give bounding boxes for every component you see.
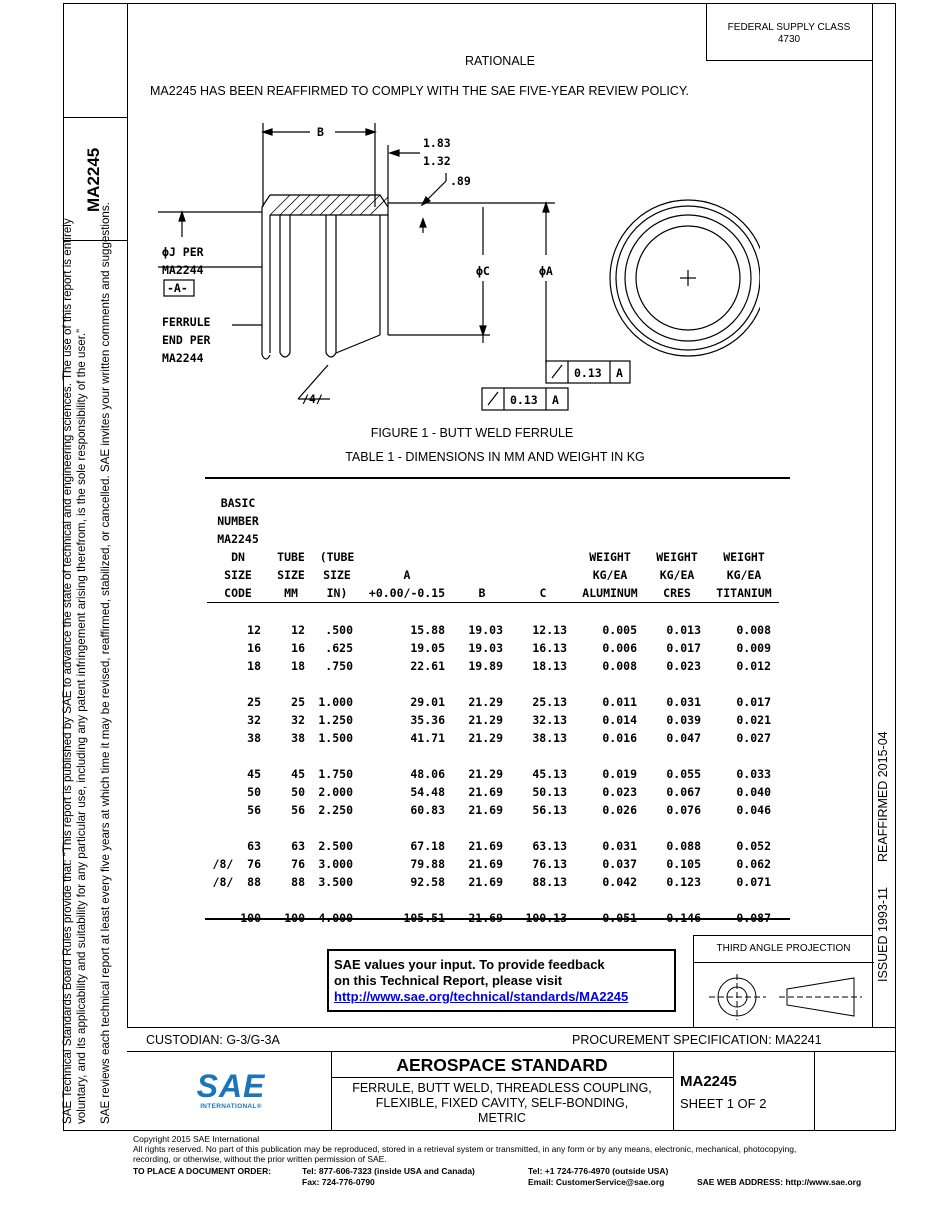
disclaimer-line-2: voluntary, and its applicability and suitability for any particular use, including any patent infringement arising therefrom, is the sole responsibility of the user.” — [75, 328, 88, 1124]
standard-type-underline — [331, 1077, 673, 1078]
col-tube-size-mm: TUBE SIZE MM — [269, 494, 313, 603]
label-phi-a: ϕA — [539, 264, 553, 278]
col-weight-aluminum: WEIGHT KG/EA ALUMINUM — [575, 494, 645, 603]
procurement-spec: PROCUREMENT SPECIFICATION: MA2241 — [572, 1033, 822, 1047]
feedback-box — [327, 949, 676, 1012]
label-b: B — [317, 125, 324, 139]
feedback-line-1: SAE values your input. To provide feedback — [334, 957, 605, 972]
title-block-divider-2 — [673, 1051, 674, 1131]
label-phi-j-1: ϕJ PER — [162, 245, 204, 259]
label-089: .89 — [450, 174, 471, 188]
col-weight-cres: WEIGHT KG/EA CRES — [645, 494, 709, 603]
title-block-divider-3 — [814, 1051, 815, 1131]
title-block-mid — [127, 1051, 896, 1052]
label-tol-2: 0.13 — [510, 393, 538, 407]
custodian: CUSTODIAN: G-3/G-3A — [146, 1033, 280, 1047]
rights-line-1: All rights reserved. No part of this publication may be reproduced, stored in a retrieval system or transmitted, in any form or by any means, electronic, mechanical, photocopying, — [133, 1144, 797, 1154]
disclaimer-line-3: SAE reviews each technical report at least every five years at which time it may be revised, reaffirmed, stabilized, or cancelled. SAE invites your written comments and suggestions. — [99, 202, 112, 1124]
col-c: C — [511, 494, 575, 603]
fsc-number: 4730 — [777, 34, 801, 45]
label-ferrule-1: FERRULE — [162, 315, 211, 329]
feedback-link[interactable]: http://www.sae.org/technical/standards/MA2245 — [334, 989, 629, 1004]
sae-logo-text: SAE — [196, 1068, 266, 1104]
doc-number-box-top — [63, 117, 127, 118]
label-ref-a-2: A — [552, 393, 559, 407]
table-top-rule — [205, 477, 790, 479]
label-132: 1.32 — [423, 154, 451, 168]
table-row: /8/ 88 88 3.500 92.58 21.69 88.13 0.042 0.123 0.071 — [212, 875, 771, 889]
label-183: 1.83 — [423, 136, 451, 150]
federal-supply-class — [706, 22, 872, 46]
col-basic-number: BASIC NUMBER MA2245 DN SIZE CODE — [207, 494, 269, 603]
disclaimer-line-1: SAE Technical Standards Board Rules provide that: “This report is published by SAE to advance the state of technical and engineering sciences. The use of this report is entirely — [61, 218, 74, 1124]
web-address: SAE WEB ADDRESS: http://www.sae.org — [697, 1177, 862, 1187]
table-row: 18 18 .750 22.61 19.89 18.13 0.008 0.023 0.012 — [247, 659, 771, 673]
tel-outside: Tel: +1 724-776-4970 (outside USA) — [528, 1166, 669, 1176]
label-ferrule-3: MA2244 — [162, 351, 204, 365]
table-row: 100 100 4.000 105.51 21.69 100.13 0.051 0.146 0.087 — [240, 911, 771, 925]
table-row: 16 16 .625 19.05 19.03 16.13 0.006 0.017 0.009 — [247, 641, 771, 655]
title-line-3: METRIC — [478, 1111, 526, 1125]
table-header-row — [207, 494, 779, 603]
projection-box — [693, 935, 873, 1027]
table-row: 25 25 1.000 29.01 21.29 25.13 0.011 0.031 0.017 — [247, 695, 771, 709]
table-row: /8/ 76 76 3.000 79.88 21.69 76.13 0.037 0.105 0.062 — [212, 857, 771, 871]
table-row: 63 63 2.500 67.18 21.69 63.13 0.031 0.088 0.052 — [247, 839, 771, 853]
table-row: 56 56 2.250 60.83 21.69 56.13 0.026 0.076 0.046 — [247, 803, 771, 817]
label-ferrule-2: END PER — [162, 333, 211, 347]
col-weight-titanium: WEIGHT KG/EA TITANIUM — [709, 494, 779, 603]
label-note-4: /4/ — [302, 392, 323, 406]
sae-logo — [196, 1069, 266, 1110]
table-row: 45 45 1.750 48.06 21.29 45.13 0.019 0.055 0.033 — [247, 767, 771, 781]
label-datum-a: -A- — [167, 281, 188, 295]
rationale-text: MA2245 HAS BEEN REAFFIRMED TO COMPLY WITH THE SAE FIVE-YEAR REVIEW POLICY. — [150, 84, 690, 98]
label-ref-a-1: A — [616, 366, 623, 380]
reaffirmed-date: REAFFIRMED 2015-04 — [876, 731, 890, 862]
title-line-2: FLEXIBLE, FIXED CAVITY, SELF-BONDING, — [375, 1096, 629, 1110]
ferrule-drawing — [150, 115, 760, 420]
email: Email: CustomerService@sae.org — [528, 1177, 665, 1187]
order-label: TO PLACE A DOCUMENT ORDER: — [133, 1166, 272, 1176]
title-block-top — [127, 1027, 896, 1028]
document-title — [331, 1081, 673, 1126]
footer — [133, 1134, 923, 1164]
standard-type: AEROSPACE STANDARD — [396, 1055, 608, 1075]
label-tol-1: 0.13 — [574, 366, 602, 380]
title-doc-number: MA2245 — [680, 1073, 737, 1090]
issued-date: ISSUED 1993-11 — [876, 887, 890, 982]
feedback-line-2: on this Technical Report, please visit — [334, 973, 563, 988]
fax: Fax: 724-776-0790 — [302, 1177, 375, 1187]
sae-logo-sub: INTERNATIONAL® — [200, 1103, 262, 1110]
table-row: 32 32 1.250 35.36 21.29 32.13 0.014 0.039 0.021 — [247, 713, 771, 727]
copyright: Copyright 2015 SAE International — [133, 1134, 260, 1144]
margin-doc-number: MA2245 — [84, 147, 103, 212]
table-row: 38 38 1.500 41.71 21.29 38.13 0.016 0.047 0.027 — [247, 731, 771, 745]
projection-label: THIRD ANGLE PROJECTION — [716, 943, 851, 954]
tel-usa: Tel: 877-606-7323 (inside USA and Canada) — [302, 1166, 475, 1176]
col-tube-size-in: (TUBE SIZE IN) — [313, 494, 361, 603]
fsc-label: FEDERAL SUPPLY CLASS — [727, 22, 851, 33]
rights-line-2: recording, or otherwise, without the prior written permission of SAE. — [133, 1154, 387, 1164]
right-margin-divider — [872, 3, 873, 1028]
table-body — [207, 603, 779, 928]
projection-symbol — [704, 972, 864, 1022]
label-phi-j-2: MA2244 — [162, 263, 204, 277]
fsc-box-bottom — [706, 60, 872, 61]
left-margin-divider — [127, 3, 128, 1028]
label-phi-c: ϕC — [476, 264, 490, 278]
col-a: A +0.00/-0.15 — [361, 494, 453, 603]
rationale-heading: RATIONALE — [465, 54, 535, 68]
col-b: B — [453, 494, 511, 603]
table-row: 12 12 .500 15.88 19.03 12.13 0.005 0.013 0.008 — [247, 623, 771, 637]
dimensions-table — [207, 494, 779, 927]
figure-caption: FIGURE 1 - BUTT WELD FERRULE — [370, 426, 574, 440]
table-row: 50 50 2.000 54.48 21.69 50.13 0.023 0.067 0.040 — [247, 785, 771, 799]
sheet-number: SHEET 1 OF 2 — [680, 1096, 767, 1111]
title-line-1: FERRULE, BUTT WELD, THREADLESS COUPLING, — [352, 1081, 652, 1095]
table-caption: TABLE 1 - DIMENSIONS IN MM AND WEIGHT IN KG — [345, 450, 645, 464]
